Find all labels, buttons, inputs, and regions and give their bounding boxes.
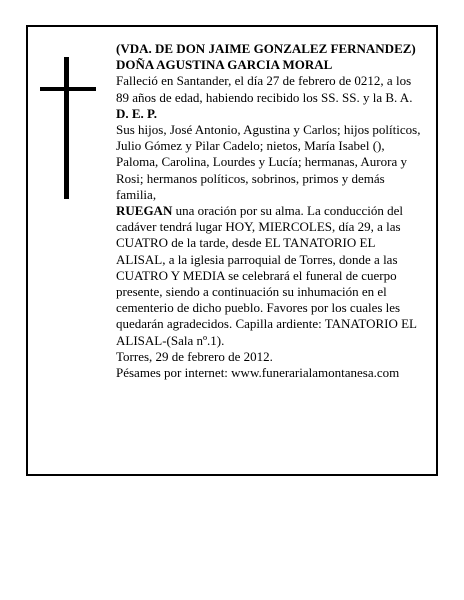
obituary-notice: [26, 25, 438, 476]
cross-horizontal-bar: [40, 87, 96, 91]
notice-body: [116, 41, 422, 381]
widow-title: (VDA. DE DON JAIME GONZALEZ FERNANDEZ): [116, 41, 416, 56]
death-info: Falleció en Santander, el día 27 de febrero de 0212, a los 89 años de edad, habiendo recibido los SS. SS. y la B. A.: [116, 73, 413, 105]
place-date: Torres, 29 de febrero de 2012.: [116, 348, 273, 364]
cross-icon: [40, 57, 96, 199]
cross-vertical-bar: [64, 57, 69, 199]
deceased-name: DOÑA AGUSTINA GARCIA MORAL: [116, 57, 333, 73]
family-list: Sus hijos, José Antonio, Agustina y Carlos; hijos políticos, Julio Gómez y Pilar Cadelo; nietos, María Isabel (), Paloma, Carolina, Lourdes y Lucía; hermanas, Aurora y Rosi; hermanos políticos, sobrinos, primos y demás familia,: [116, 122, 421, 202]
request-label: RUEGAN: [116, 203, 173, 219]
condolences-line: Pésames por internet: www.funerarialamontanesa.com: [116, 365, 400, 381]
dep-line: D. E. P.: [116, 105, 158, 121]
request-paragraph: [116, 203, 422, 349]
request-text: una oración por su alma. La conducción del cadáver tendrá lugar HOY, MIERCOLES, día 29, a las CUATRO de la tarde, desde EL TANATORIO EL ALISAL, a la iglesia parroquial de Torres, donde a las CUATRO Y MEDIA se celebrará el funeral de cuerpo presente, siendo a continuación su inhumación en el cementerio de dicho pueblo. Favores por los cuales les quedarán agradecidos. Capilla ardiente: TANATORIO EL ALISAL-(Sala nº.1).: [116, 203, 417, 348]
